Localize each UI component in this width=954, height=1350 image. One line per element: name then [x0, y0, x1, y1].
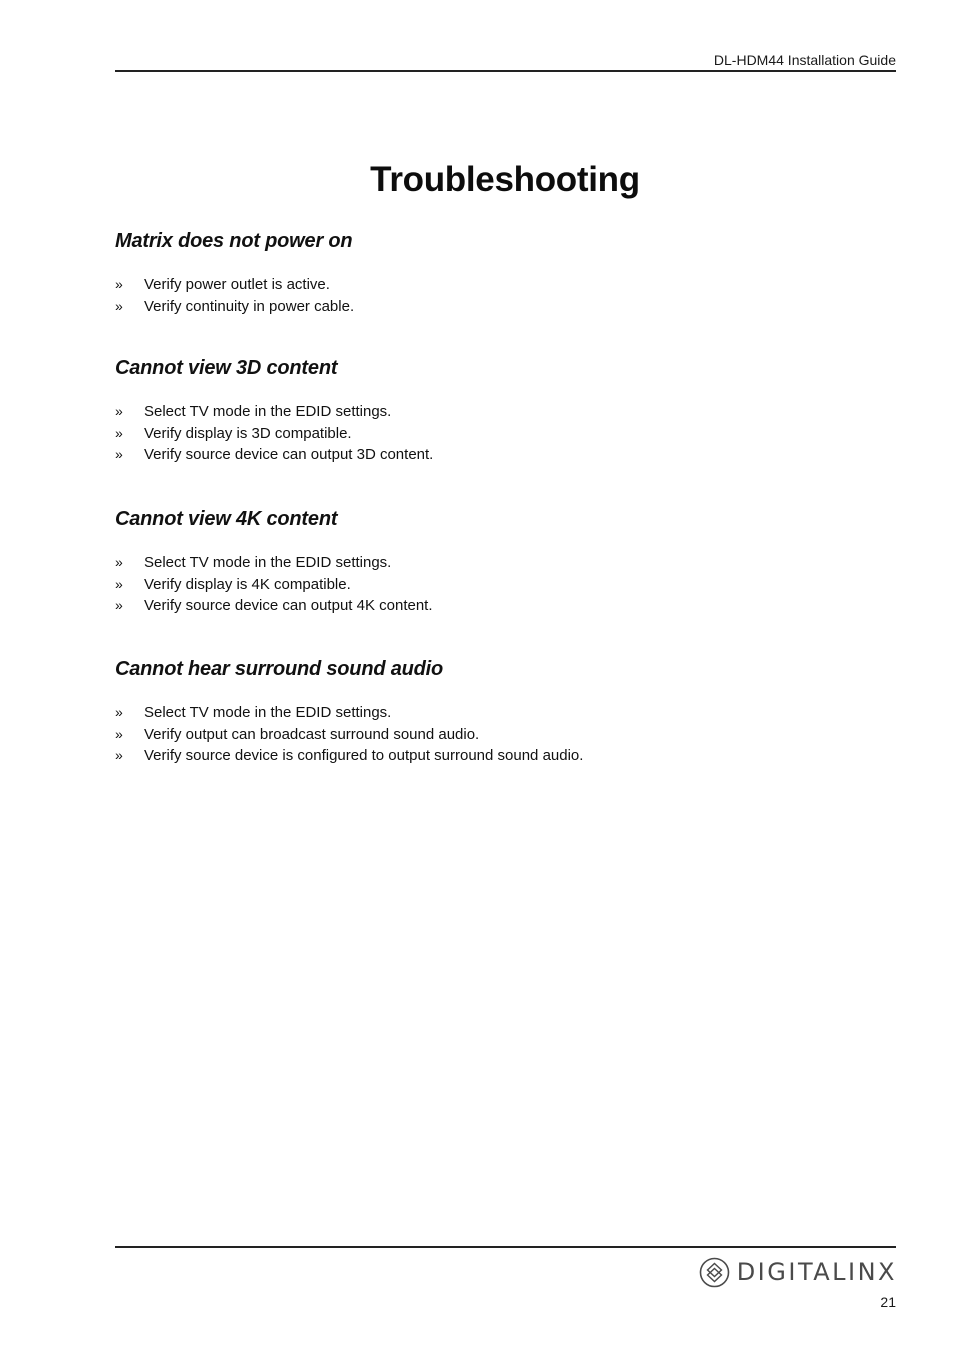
page-title: Troubleshooting — [370, 160, 640, 199]
list-item — [115, 574, 895, 596]
bullet-marker: » — [115, 424, 123, 441]
section-heading: Matrix does not power on — [115, 230, 353, 252]
list-item — [115, 296, 895, 318]
section-surround-audio — [115, 656, 895, 767]
list-item — [115, 724, 895, 746]
footer-divider — [115, 1246, 896, 1248]
header-title: DL-HDM44 Installation Guide — [713, 52, 896, 68]
section-matrix-power — [115, 228, 895, 317]
bullet-marker: » — [115, 747, 123, 763]
list-item-text: Select TV mode in the EDID settings. — [144, 403, 392, 420]
bullet-marker: » — [115, 597, 123, 613]
list-item — [115, 702, 895, 724]
list-item — [115, 274, 895, 296]
digitalinx-logo-text: DIGITALINX — [736, 1258, 897, 1286]
digitalinx-emblem-icon — [699, 1257, 730, 1288]
bullet-list — [115, 274, 895, 317]
bullet-list — [115, 401, 895, 466]
bullet-marker: » — [115, 446, 123, 462]
page-number: 21 — [880, 1294, 896, 1310]
bullet-marker: » — [115, 725, 123, 742]
bullet-list — [115, 702, 895, 767]
list-item-text: Verify display is 4K compatible. — [144, 575, 351, 593]
header-divider — [115, 70, 896, 72]
list-item — [115, 552, 895, 574]
bullet-marker: » — [115, 554, 123, 570]
list-item — [115, 444, 895, 466]
section-heading: Cannot hear surround sound audio — [115, 658, 444, 680]
list-item-text: Select TV mode in the EDID settings. — [144, 704, 392, 721]
list-item — [115, 745, 895, 767]
bullet-marker: » — [115, 297, 123, 314]
list-item-text: Verify output can broadcast surround sound audio. — [144, 725, 480, 743]
list-item-text: Verify source device is configured to output surround sound audio. — [144, 747, 584, 764]
section-3d-content — [115, 355, 895, 466]
list-item — [115, 423, 895, 445]
bullet-marker: » — [115, 276, 123, 292]
list-item-text: Verify continuity in power cable. — [144, 297, 355, 315]
section-heading: Cannot view 3D content — [115, 357, 338, 379]
list-item-text: Select TV mode in the EDID settings. — [144, 554, 392, 571]
bullet-marker: » — [115, 575, 123, 592]
bullet-marker: » — [115, 704, 123, 720]
list-item — [115, 595, 895, 617]
list-item-text: Verify power outlet is active. — [144, 276, 330, 293]
bullet-list — [115, 552, 895, 617]
section-4k-content — [115, 506, 895, 617]
list-item-text: Verify source device can output 4K content. — [144, 597, 433, 614]
section-heading: Cannot view 4K content — [115, 508, 338, 530]
list-item — [115, 401, 895, 423]
digitalinx-logo — [699, 1256, 897, 1288]
bullet-marker: » — [115, 403, 123, 419]
list-item-text: Verify source device can output 3D content. — [144, 446, 434, 463]
list-item-text: Verify display is 3D compatible. — [144, 424, 352, 442]
